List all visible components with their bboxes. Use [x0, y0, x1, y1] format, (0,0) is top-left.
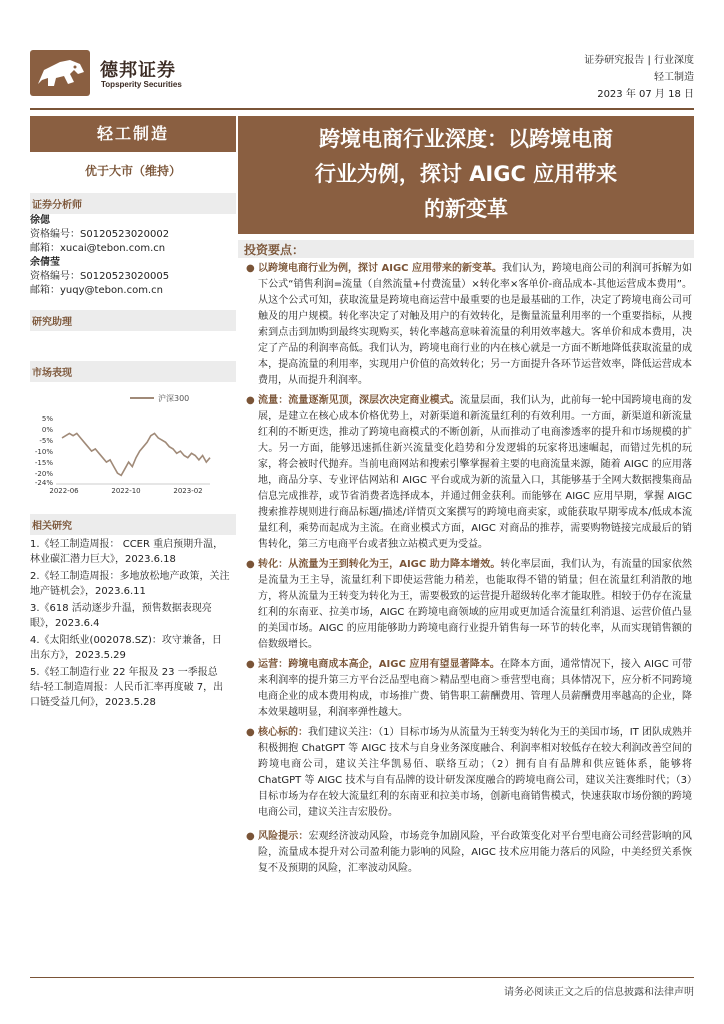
- key-point-lead: 运营：跨境电商成本高企，AIGC 应用有望显著降本。: [258, 659, 500, 670]
- bull-logo-icon: [30, 50, 90, 96]
- related-research-item[interactable]: 2.《轻工制造周报：多地放松地产政策，关注地产链机会》，2023.6.11: [30, 571, 230, 597]
- y-tick-label: -15%: [34, 459, 53, 468]
- header-meta: [584, 52, 694, 103]
- footer-divider: [30, 977, 694, 978]
- x-tick-label: 2022-06: [49, 487, 79, 495]
- x-tick-label: 2023-02: [173, 487, 203, 495]
- footer-disclaimer: 请务必阅读正文之后的信息披露和法律声明: [504, 987, 694, 998]
- assistant-heading: 研究助理: [30, 310, 236, 331]
- y-tick-label: -10%: [34, 448, 53, 457]
- market-chart-svg: [30, 386, 236, 496]
- bullet-icon: ●: [246, 559, 255, 570]
- related-research-item[interactable]: 3.《618 活动逐步升温，预售数据表现亮眼》，2023.6.4: [30, 603, 212, 629]
- analyst-heading: 证券分析师: [30, 193, 236, 214]
- key-point-lead: 风险提示：: [258, 831, 309, 842]
- logo-chinese-name: 德邦证券: [100, 60, 176, 81]
- series-line-hs300: [62, 433, 210, 475]
- key-point: [244, 393, 692, 553]
- y-tick-label: -24%: [34, 479, 53, 487]
- investment-heading: 投资要点：: [238, 240, 694, 258]
- logo-english-name: Topsperity Securities: [101, 80, 182, 89]
- bullet-icon: ●: [246, 263, 255, 274]
- y-tick-label: -5%: [39, 437, 53, 446]
- analyst-cert: 资格编号：S0120523020005: [30, 271, 170, 282]
- key-point-lead: 核心标的：: [258, 727, 309, 738]
- report-type: 证券研究报告 | 行业深度: [584, 55, 694, 66]
- rating-label: 优于大市（维持）: [84, 164, 181, 178]
- bullet-icon: ●: [246, 727, 255, 738]
- related-research-item[interactable]: 4.《太阳纸业(002078.SZ)：攻守兼备，日出东方》，2023.5.29: [30, 635, 222, 661]
- key-point-text: 我们建议关注：（1）目标市场为从流量为王转变为转化为王的美国市场，IT 团队成熟并积极拥抱 ChatGPT 等 AIGC 技术与自身业务深度融合、利润率相对较低存在较大利润改善空间的跨境电商公司，建议关注华凯易佰、联络互动；（2）拥有自有品牌和供应链体系，能够将 ChatGPT 等 AIGC 技术与自有品牌的设计研发深度融合的跨境电商公司，建议关注赛维时代；（3）目标市场为存在较大流量红利的东南亚和拉美市场，创新电商销售模式，快速获取市场份额的跨境电商公司，建议关注吉宏股份。: [258, 727, 692, 818]
- related-research-heading: 相关研究: [30, 514, 236, 535]
- y-tick-label: 0%: [41, 426, 53, 435]
- title-line: 行业为例，探讨 AIGC 应用带来: [314, 162, 618, 186]
- related-research-item[interactable]: 1.《轻工制造周报： CCER 重启预期升温，林业碳汇潜力巨大》，2023.6.18: [30, 539, 224, 565]
- brand-logo: [30, 50, 188, 98]
- related-research-item[interactable]: 5.《轻工制造行业 22 年报及 23 一季报总结-轻工制造周报：人民币汇率再度破 7，出口链受益几何》，2023.5.28: [30, 667, 224, 708]
- key-point-text: 宏观经济波动风险，市场竞争加剧风险，平台政策变化对平台型电商公司经营影响的风险，流量成本提升对公司盈利能力影响的风险，AIGC 技术应用能力落后的风险，中美经贸关系恢复不及预期的风险，汇率波动风险。: [258, 831, 693, 874]
- analyst-email[interactable]: 邮箱：xucai@tebon.com.cn: [30, 243, 166, 254]
- key-point: [244, 261, 692, 389]
- left-sidebar: [30, 116, 236, 710]
- key-point-text: 在降本方面，通常情况下，接入 AIGC 可带来利润率的提升第三方平台泛品型电商＞精品型电商＞垂营型电商；具体情况下，应分析不同跨境电商企业的成本费用构成，市场推广费、销售职工薪酬费用、管理人员薪酬费用率越高的企业，降本效果越明显，利润率弹性越大。: [258, 659, 692, 718]
- key-point: [244, 657, 692, 721]
- analyst-name: 余倩莹: [30, 257, 60, 268]
- related-research-list: [30, 537, 236, 710]
- y-tick-label: -20%: [34, 470, 53, 479]
- key-point-text: 转化率层面，我们认为，有流量的国家依然是流量为王主导，流量红利下即使运营能力稍差，也能取得不错的销量；但在流量红利消散的地方，将从流量为王转变为转化为王，需要极致的运营提升超级转化率才能取胜。相较于仍存在流量红利的东南亚、拉美市场，AIGC 在跨境电商领域的应用或更加适合流量红利消退、运营价值凸显的美国市场。AIGC 的应用能够助力跨境电商行业提升销售每一环节的转化率，从而实现销售额的倍数级增长。: [258, 559, 692, 650]
- investment-body: [244, 261, 692, 881]
- key-point-lead: 转化：从流量为王到转化为王，AIGC 助力降本增效。: [258, 559, 501, 570]
- bullet-icon: ●: [246, 659, 255, 670]
- bullet-icon: ●: [246, 395, 255, 406]
- market-performance-chart: [30, 386, 236, 496]
- report-title: [238, 116, 694, 234]
- analyst-cert: 资格编号：S0120523020002: [30, 229, 170, 240]
- key-point-lead: 流量：流量逐渐见顶，深层次决定商业模式。: [258, 395, 460, 406]
- legend-label: 沪深300: [158, 394, 190, 403]
- market-heading: 市场表现: [30, 361, 236, 382]
- key-point-text: 我们认为，跨境电商公司的利润可拆解为如下公式“销售利润=流量（自然流量+付费流量）×转化率×客单价-商品成本-其他运营成本费用”。从这个公式可知，获取流量是跨境电商运营中最重要的也是最基础的工作，决定了跨境电商公司可触及的用户规模。转化率决定了对触及用户的有效转化，是衡量流量利用率的一个重要指标，从搜索到点击到加购到最终实现购买，转化率越高意味着流量的利用效率越大。客单价和成本费用，决定了产品的利润率高低。我们认为，跨境电商行业的内在核心就是一方面不断地降低获取流量的成本，提高流量的利用率，实现用户价值的高效转化；另一方面提升各环节运营效率，降低运营成本费用，从而提升利润率。: [258, 263, 692, 386]
- x-tick-label: 2022-10: [111, 487, 141, 495]
- key-point-text: 流量层面，我们认为，此前每一轮中国跨境电商的发展，是建立在核心成本价格优势上，对新渠道和新流量红利的有效利用。一方面，新渠道和新流量红利的不断更迭，推动了跨境电商模式的不断创新，从而推动了电商渗透率的提升和市场规模的扩大。另一方面，能够迅速抓住新兴流量变化趋势和分发逻辑的玩家将迅速崛起，而错过先机的玩家，将会被时代抛弃。当前电商网站和搜索引擎掌握着主要的电商流量来源，随着 AIGC 的应用落地，商品分享、专业评估网站和 AIGC 平台或成为新的流量入口，其能够基于全网大数据搜集商品信息完成推荐，或节省消费者选择成本，并通过佣金获利。而能够在 AIGC 应用早期，掌握 AIGC 搜索推荐规则进行商品标题/描述/详情页文案撰写的跨境电商卖家，或能获取早期零成本/低成本流量红利，乘势而起成为主流。在商业模式方面，AIGC 对商品的推荐，需要购物链接完成最后的销售转化，第三方电商平台或者独立站模式更为受益。: [258, 395, 693, 550]
- sector-box: 轻工制造: [30, 116, 236, 152]
- analyst-email[interactable]: 邮箱：yuqy@tebon.com.cn: [30, 285, 163, 296]
- header-sector: 轻工制造: [654, 72, 694, 83]
- key-point: [244, 725, 692, 821]
- key-point-lead: 以跨境电商行业为例，探讨 AIGC 应用带来的新变革。: [258, 263, 502, 274]
- title-line: 的新变革: [424, 197, 508, 221]
- bullet-icon: ●: [246, 831, 255, 842]
- key-point: [244, 557, 692, 653]
- analyst-block: [30, 214, 236, 298]
- key-point: [244, 829, 692, 877]
- analyst-name: 徐偲: [30, 215, 50, 226]
- title-line: 跨境电商行业深度：以跨境电商: [319, 127, 613, 151]
- y-tick-label: 5%: [41, 415, 53, 423]
- report-date: 2023 年 07 月 18 日: [597, 89, 694, 100]
- header-divider: [30, 108, 694, 110]
